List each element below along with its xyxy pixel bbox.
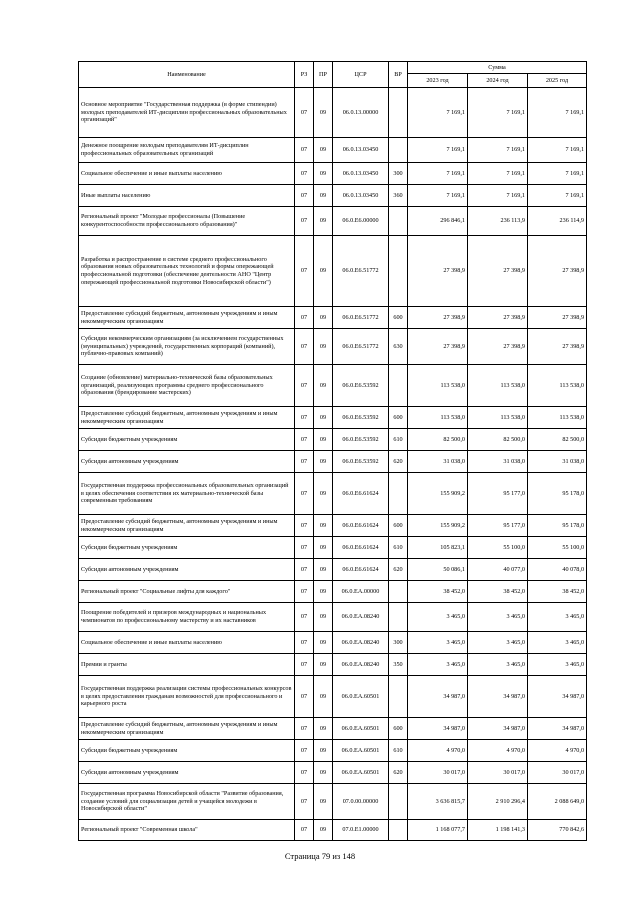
row-rz: 07 [295,407,314,429]
row-name: Премии и гранты [79,654,295,676]
row-rz: 07 [295,515,314,537]
row-rz: 07 [295,365,314,407]
row-vr [389,603,408,632]
row-rz: 07 [295,581,314,603]
row-rz: 07 [295,603,314,632]
row-rz: 07 [295,632,314,654]
row-value-2024: 7 169,1 [468,163,528,185]
row-value-2024: 3 465,0 [468,632,528,654]
table-row [79,537,587,559]
row-name: Денежное поощрение молодым преподавателям ИТ-дисциплин профессиональных образовательных организаций [79,138,295,163]
row-pr: 09 [314,329,333,365]
row-value-2025: 27 398,9 [528,329,587,365]
row-value-2025: 2 088 649,0 [528,784,587,820]
row-name: Социальное обеспечение и иные выплаты населению [79,632,295,654]
row-rz: 07 [295,654,314,676]
row-name: Субсидии бюджетным учреждениям [79,429,295,451]
header-name: Наименование [79,62,295,88]
row-name: Создание (обновление) материально-технической базы образовательных организаций, реализующих программы среднего профессионального образования (брендирование мастерских) [79,365,295,407]
row-value-2025: 770 842,6 [528,820,587,841]
row-csr: 06.0.Е6.53592 [333,451,389,473]
row-name: Субсидии автономным учреждениям [79,559,295,581]
row-pr: 09 [314,307,333,329]
row-value-2024: 34 987,0 [468,676,528,718]
row-value-2025: 7 169,1 [528,88,587,138]
row-value-2025: 55 100,0 [528,537,587,559]
row-csr: 06.0.ЕА.08240 [333,603,389,632]
row-vr [389,820,408,841]
row-vr: 600 [389,718,408,740]
row-name: Государственная программа Новосибирской области "Развитие образования, создание условий для социализации детей и учащейся молодежи в Новосибирской области" [79,784,295,820]
row-vr: 600 [389,307,408,329]
row-value-2023: 27 398,9 [408,236,468,307]
header-2023: 2023 год [408,74,468,88]
page-number: Страница 79 из 148 [284,851,356,861]
row-value-2024: 236 113,9 [468,207,528,236]
row-name: Субсидии автономным учреждениям [79,451,295,473]
row-rz: 07 [295,236,314,307]
row-rz: 07 [295,451,314,473]
row-pr: 09 [314,603,333,632]
row-value-2025: 7 169,1 [528,138,587,163]
row-pr: 09 [314,740,333,762]
row-name: Региональный проект "Социальные лифты для каждого" [79,581,295,603]
row-csr: 06.0.ЕА.60501 [333,740,389,762]
row-value-2025: 34 987,0 [528,676,587,718]
table-row [79,676,587,718]
row-rz: 07 [295,307,314,329]
table-row [79,718,587,740]
row-value-2025: 95 178,0 [528,515,587,537]
row-pr: 09 [314,429,333,451]
row-value-2025: 40 078,0 [528,559,587,581]
table-row [79,762,587,784]
row-pr: 09 [314,236,333,307]
row-pr: 09 [314,581,333,603]
row-value-2024: 27 398,9 [468,329,528,365]
row-value-2024: 55 100,0 [468,537,528,559]
table-row [79,473,587,515]
row-csr: 06.0.Е6.61624 [333,473,389,515]
row-name: Предоставление субсидий бюджетным, автономным учреждениям и иным некоммерческим организациям [79,515,295,537]
row-vr: 300 [389,632,408,654]
row-value-2023: 7 169,1 [408,163,468,185]
row-pr: 09 [314,762,333,784]
header-csr: ЦСР [333,62,389,88]
table-row [79,329,587,365]
row-value-2025: 7 169,1 [528,163,587,185]
header-sum: Сумма [408,62,587,74]
row-csr: 06.0.Е6.51772 [333,236,389,307]
row-vr [389,88,408,138]
row-value-2024: 113 538,0 [468,407,528,429]
row-value-2023: 3 465,0 [408,654,468,676]
row-vr [389,581,408,603]
table-row [79,163,587,185]
row-value-2023: 38 452,0 [408,581,468,603]
row-vr: 620 [389,559,408,581]
row-value-2024: 34 987,0 [468,718,528,740]
row-value-2023: 27 398,9 [408,329,468,365]
row-value-2024: 30 017,0 [468,762,528,784]
row-value-2025: 113 538,0 [528,407,587,429]
row-value-2024: 7 169,1 [468,185,528,207]
row-csr: 06.0.Е6.53592 [333,429,389,451]
row-value-2023: 3 636 815,7 [408,784,468,820]
row-name: Субсидии бюджетным учреждениям [79,537,295,559]
row-name: Иные выплаты населению [79,185,295,207]
header-pr: ПР [314,62,333,88]
row-value-2023: 7 169,1 [408,88,468,138]
row-name: Государственная поддержка профессиональных образовательных организаций в целях обеспечения соответствия их материально-технической базы современным требованиям [79,473,295,515]
row-name: Государственная поддержка реализации системы профессиональных конкурсов в целях предоставления гражданам возможностей для профессионального и карьерного роста [79,676,295,718]
row-csr: 06.0.ЕА.60501 [333,762,389,784]
row-value-2023: 155 909,2 [408,515,468,537]
row-value-2023: 7 169,1 [408,185,468,207]
row-vr [389,138,408,163]
row-value-2024: 2 910 296,4 [468,784,528,820]
row-rz: 07 [295,537,314,559]
header-2024: 2024 год [468,74,528,88]
row-value-2023: 31 038,0 [408,451,468,473]
row-pr: 09 [314,163,333,185]
row-csr: 06.0.13.03450 [333,138,389,163]
row-value-2025: 95 178,0 [528,473,587,515]
row-vr [389,473,408,515]
row-value-2023: 3 465,0 [408,632,468,654]
table-row [79,559,587,581]
row-value-2024: 31 038,0 [468,451,528,473]
row-name: Региональный проект "Молодые профессионалы (Повышение конкурентоспособности профессионального образования)" [79,207,295,236]
row-name: Субсидии автономным учреждениям [79,762,295,784]
row-name: Разработка и распространение в системе среднего профессионального образования новых образовательных технологий и формы опережающей профессиональной подготовки (обеспечение деятельности АНО "Центр опережающей профессиональной подготовки Новосибирской области") [79,236,295,307]
row-vr: 620 [389,762,408,784]
row-vr: 300 [389,163,408,185]
row-vr: 350 [389,654,408,676]
row-csr: 07.0.Е1.00000 [333,820,389,841]
row-value-2025: 27 398,9 [528,236,587,307]
row-value-2023: 105 823,1 [408,537,468,559]
row-csr: 06.0.13.03450 [333,163,389,185]
row-csr: 06.0.Е6.61624 [333,559,389,581]
row-value-2023: 113 538,0 [408,365,468,407]
table-row [79,740,587,762]
table-row [79,632,587,654]
row-value-2023: 30 017,0 [408,762,468,784]
row-vr [389,365,408,407]
table-row [79,185,587,207]
row-value-2023: 82 500,0 [408,429,468,451]
table-row [79,365,587,407]
row-value-2023: 34 987,0 [408,676,468,718]
row-value-2025: 38 452,0 [528,581,587,603]
header-vr: ВР [389,62,408,88]
row-name: Субсидии некоммерческим организациям (за исключением государственных (муниципальных) учреждений, государственных корпораций (компаний), публично-правовых компаний) [79,329,295,365]
row-csr: 06.0.Е6.61624 [333,515,389,537]
row-value-2024: 3 465,0 [468,603,528,632]
row-rz: 07 [295,163,314,185]
row-pr: 09 [314,473,333,515]
row-vr [389,236,408,307]
row-value-2024: 82 500,0 [468,429,528,451]
row-rz: 07 [295,207,314,236]
row-csr: 06.0.ЕА.00000 [333,581,389,603]
row-csr: 06.0.ЕА.08240 [333,654,389,676]
header-rz: РЗ [295,62,314,88]
row-value-2024: 7 169,1 [468,88,528,138]
row-value-2023: 4 970,0 [408,740,468,762]
row-rz: 07 [295,559,314,581]
row-vr: 630 [389,329,408,365]
row-rz: 07 [295,820,314,841]
row-value-2023: 50 086,1 [408,559,468,581]
row-name: Поощрение победителей и призеров международных и национальных чемпионатов по профессиональному мастерству и их наставников [79,603,295,632]
row-value-2023: 27 398,9 [408,307,468,329]
row-value-2023: 1 168 077,7 [408,820,468,841]
row-pr: 09 [314,676,333,718]
row-csr: 06.0.Е6.00000 [333,207,389,236]
row-csr: 06.0.Е6.51772 [333,329,389,365]
table-row [79,515,587,537]
row-value-2024: 27 398,9 [468,236,528,307]
row-vr: 620 [389,451,408,473]
table-row [79,820,587,841]
row-rz: 07 [295,784,314,820]
table-row [79,88,587,138]
row-value-2025: 34 987,0 [528,718,587,740]
row-csr: 06.0.Е6.53592 [333,365,389,407]
row-rz: 07 [295,185,314,207]
row-value-2023: 7 169,1 [408,138,468,163]
row-pr: 09 [314,407,333,429]
row-value-2025: 82 500,0 [528,429,587,451]
row-rz: 07 [295,473,314,515]
row-csr: 06.0.Е6.53592 [333,407,389,429]
row-vr [389,207,408,236]
row-value-2024: 3 465,0 [468,654,528,676]
row-value-2025: 7 169,1 [528,185,587,207]
row-vr [389,784,408,820]
table-row [79,429,587,451]
row-pr: 09 [314,451,333,473]
row-value-2025: 3 465,0 [528,632,587,654]
row-rz: 07 [295,740,314,762]
row-vr: 600 [389,407,408,429]
row-csr: 06.0.ЕА.60501 [333,676,389,718]
row-pr: 09 [314,632,333,654]
row-value-2023: 34 987,0 [408,718,468,740]
table-row [79,307,587,329]
row-rz: 07 [295,429,314,451]
row-name: Предоставление субсидий бюджетным, автономным учреждениям и иным некоммерческим организациям [79,718,295,740]
row-pr: 09 [314,88,333,138]
budget-table [78,61,587,841]
row-csr: 06.0.ЕА.60501 [333,718,389,740]
row-value-2024: 27 398,9 [468,307,528,329]
table-row [79,236,587,307]
row-csr: 06.0.ЕА.08240 [333,632,389,654]
row-value-2023: 155 909,2 [408,473,468,515]
table-row [79,603,587,632]
row-value-2025: 4 970,0 [528,740,587,762]
row-pr: 09 [314,820,333,841]
table-row [79,654,587,676]
row-vr [389,676,408,718]
row-value-2024: 38 452,0 [468,581,528,603]
row-vr: 610 [389,429,408,451]
table-row [79,581,587,603]
row-value-2023: 3 465,0 [408,603,468,632]
row-csr: 07.0.00.00000 [333,784,389,820]
row-value-2025: 27 398,9 [528,307,587,329]
row-rz: 07 [295,762,314,784]
row-value-2025: 236 114,9 [528,207,587,236]
row-pr: 09 [314,654,333,676]
row-value-2024: 1 198 141,3 [468,820,528,841]
row-csr: 06.0.Е6.61624 [333,537,389,559]
row-name: Основное мероприятие "Государственная поддержка (в форме стипендии) молодых преподавателей ИТ-дисциплин профессиональных образовательных организаций" [79,88,295,138]
row-pr: 09 [314,718,333,740]
row-rz: 07 [295,676,314,718]
row-pr: 09 [314,138,333,163]
table-row [79,451,587,473]
table-body [79,88,587,841]
row-vr: 360 [389,185,408,207]
row-value-2025: 113 538,0 [528,365,587,407]
row-value-2024: 95 177,0 [468,473,528,515]
row-rz: 07 [295,138,314,163]
row-name: Предоставление субсидий бюджетным, автономным учреждениям и иным некоммерческим организациям [79,307,295,329]
row-csr: 06.0.13.00000 [333,88,389,138]
row-value-2024: 95 177,0 [468,515,528,537]
row-value-2024: 4 970,0 [468,740,528,762]
row-csr: 06.0.Е6.51772 [333,307,389,329]
row-pr: 09 [314,559,333,581]
row-rz: 07 [295,88,314,138]
row-pr: 09 [314,365,333,407]
row-vr: 610 [389,740,408,762]
table-row [79,138,587,163]
row-pr: 09 [314,185,333,207]
row-value-2024: 40 077,0 [468,559,528,581]
row-value-2024: 113 538,0 [468,365,528,407]
row-vr: 600 [389,515,408,537]
table-row [79,784,587,820]
row-name: Региональный проект "Современная школа" [79,820,295,841]
row-pr: 09 [314,784,333,820]
row-rz: 07 [295,718,314,740]
row-csr: 06.0.13.03450 [333,185,389,207]
row-value-2024: 7 169,1 [468,138,528,163]
row-value-2025: 3 465,0 [528,654,587,676]
row-pr: 09 [314,537,333,559]
row-pr: 09 [314,207,333,236]
row-value-2025: 31 038,0 [528,451,587,473]
row-rz: 07 [295,329,314,365]
row-value-2025: 30 017,0 [528,762,587,784]
row-value-2023: 296 846,1 [408,207,468,236]
row-name: Социальное обеспечение и иные выплаты населению [79,163,295,185]
row-pr: 09 [314,515,333,537]
row-vr: 610 [389,537,408,559]
table-row [79,207,587,236]
header-2025: 2025 год [528,74,587,88]
row-value-2023: 113 538,0 [408,407,468,429]
table-row [79,407,587,429]
row-name: Предоставление субсидий бюджетным, автономным учреждениям и иным некоммерческим организациям [79,407,295,429]
row-name: Субсидии бюджетным учреждениям [79,740,295,762]
row-value-2025: 3 465,0 [528,603,587,632]
